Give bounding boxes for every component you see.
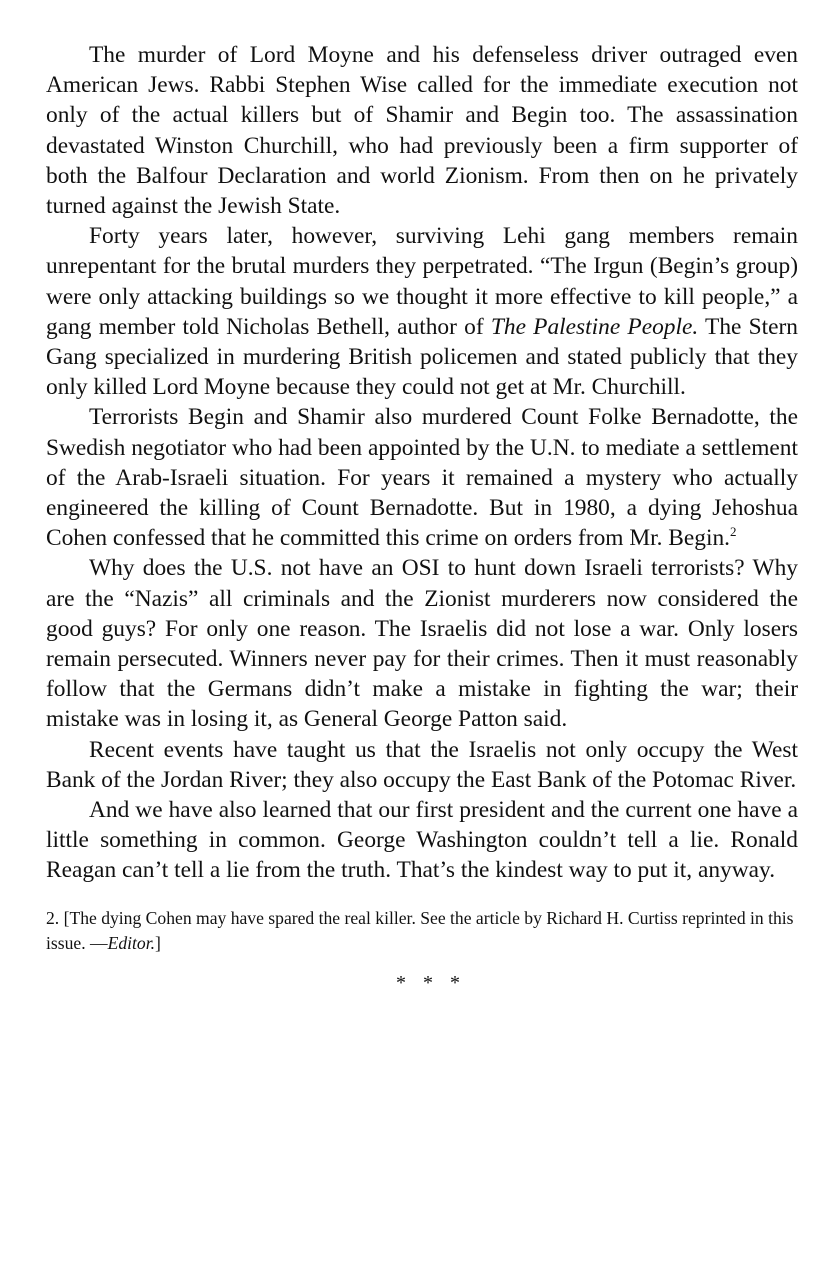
paragraph-text: Recent events have taught us that the Israelis not only occupy the West Bank of the Jordan River; they also occupy the East Bank of the Potomac River. xyxy=(46,736,798,793)
footnote-closing: ] xyxy=(155,932,161,953)
paragraph-moyne-murder xyxy=(46,40,798,221)
footnote-reference: 2 xyxy=(730,524,737,540)
paragraph-osi-question xyxy=(46,553,798,734)
paragraph-recent-events xyxy=(46,735,798,795)
paragraph-text: The Stern Gang specialized in murdering British policemen and stated publicly that they only killed Lord Moyne because they could not get at Mr. Churchill. xyxy=(46,313,798,401)
book-title: The Palestine People. xyxy=(490,313,699,340)
article-body xyxy=(46,40,798,886)
footnote-text: 2. [The dying Cohen may have spared the real killer. See the article by Richard H. Curtiss reprinted in this issue. — xyxy=(46,907,794,953)
footnote-editor: Editor. xyxy=(107,932,155,953)
paragraph-lehi-gang xyxy=(46,221,798,402)
paragraph-text: Terrorists Begin and Shamir also murdered Count Folke Bernadotte, the Swedish negotiator who had been appointed by the U.N. to mediate a settlement of the Arab-Israeli situation. For years it remained a mystery who actually engineered the killing of Count Bernadotte. But in 1980, a dying Jehoshua Cohen confessed that he committed this crime on orders from Mr. Begin. xyxy=(46,404,798,552)
paragraph-presidents xyxy=(46,795,798,886)
paragraph-text: Why does the U.S. not have an OSI to hunt down Israeli terrorists? Why are the “Nazis” all criminals and the Zionist murderers now considered the good guys? For only one reason. The Israelis did not lose a war. Only losers remain persecuted. Winners never pay for their crimes. Then it must reasonably follow that the Germans didn’t make a mistake in fighting the war; their mistake was in losing it, as General George Patton said. xyxy=(46,555,798,733)
paragraph-text: The murder of Lord Moyne and his defenseless driver outraged even American Jews. Rabbi Stephen Wise called for the immediate execution not only of the actual killers but of Shamir and Begin too. The assassination devastated Winston Churchill, who had previously been a firm supporter of both the Balfour Declaration and world Zionism. From then on he privately turned against the Jewish State. xyxy=(46,42,798,220)
paragraph-text: And we have also learned that our first president and the current one have a little something in common. George Washington couldn’t tell a lie. Ronald Reagan can’t tell a lie from the truth. That’s the kindest way to put it, anyway. xyxy=(46,797,798,884)
paragraph-bernadotte xyxy=(46,402,798,553)
article-page xyxy=(46,40,798,995)
footnote xyxy=(46,906,798,956)
section-divider: * * * xyxy=(396,971,466,994)
paragraph-text: Forty years later, however, surviving Lehi gang members remain unrepentant for the brutal murders they perpetrated. “The Irgun (Begin’s group) were only attacking buildings so we thought it more effective to kill people,” a gang member told Nicholas Bethell, author of xyxy=(46,223,798,340)
